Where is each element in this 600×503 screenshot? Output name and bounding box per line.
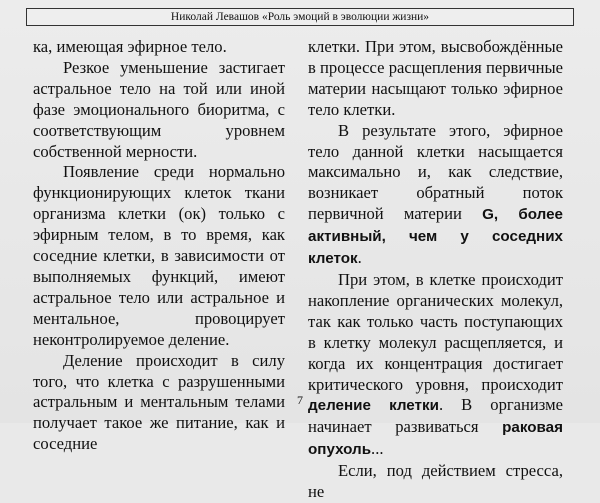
text-run: . В организме начинает развиваться [308, 395, 563, 437]
text-run: В результате этого, эфирное тело данной клетки насыщается максимально и, как следствие, возникает обратный поток первичной материи [308, 120, 563, 224]
paragraph: Деление происходит в силу того, что клетка с разрушенными астральным и ментальным телами получает такое же питание, как и соседние [33, 350, 285, 454]
paragraph: Появление среди нормально функционирующих клеток ткани организма клетки (ок) только с эфирным телом, в то время, как соседние клетки, в зависимости от выполняемых функций, имеют астральное тело или астральное и ментальное, провоцирует неконтролируемое деление. [33, 162, 285, 349]
text-run: При этом, в клетке происходит накопление органических молекул, так как только часть поступающих в клетку молекул расщепляется, и когда их концентрация достигает критического уровня, происходит [308, 269, 563, 394]
paragraph: клетки. При этом, высвобождённые в процессе расщепления первичные материи насыщают только эфирное тело клетки. [308, 37, 563, 119]
paragraph: Если, под действием стресса, не [308, 461, 563, 502]
paragraph [308, 270, 563, 461]
text-run: ... [371, 439, 384, 459]
paragraph [308, 121, 563, 270]
bold-text: раковая опухоль [308, 419, 563, 459]
bold-text: G, более активный, чем у соседних клеток [308, 206, 563, 268]
paragraph: ка, имеющая эфирное тело. [33, 37, 227, 56]
right-column [308, 37, 563, 503]
page-number: 7 [297, 393, 303, 407]
running-header: Николай Левашов «Роль эмоций в эволюции жизни» [26, 8, 574, 26]
paragraph: Резкое уменьшение застигает астральное тело на той или иной фазе эмоционального биоритма, с соответствующим уровнем собственной мерности. [33, 57, 285, 161]
text-run: . [357, 248, 362, 268]
bold-text: деление клетки [308, 397, 439, 415]
